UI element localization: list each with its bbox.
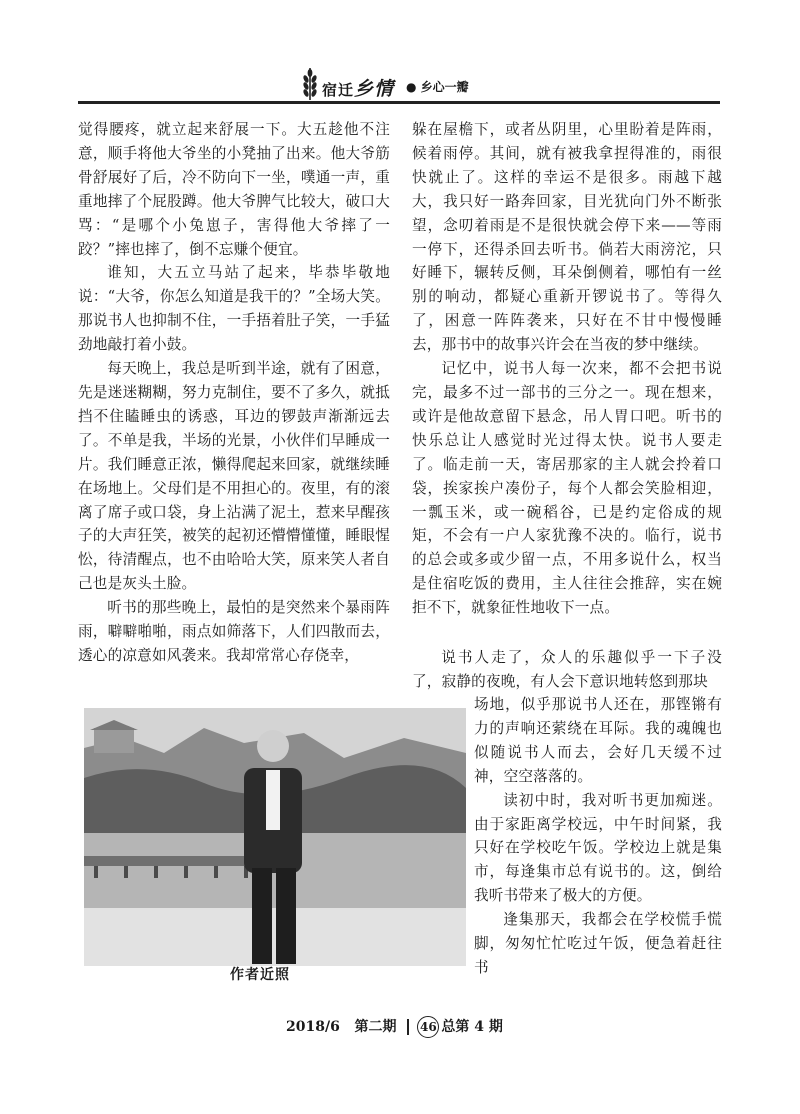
right-column-mid bbox=[412, 646, 722, 694]
footer-issue: 第二期 bbox=[354, 1019, 397, 1035]
author-photo-image bbox=[84, 708, 466, 966]
section-name: ● 乡心一瓣 bbox=[406, 80, 469, 94]
paragraph: 读初中时，我对听书更加痴迷。由于家距离学校远，中午时间紧，我只好在学校吃午饭。学校边上就是集市，每逢集市总有说书的。这，倒给我听书带来了极大的方便。 bbox=[474, 791, 722, 905]
page-number: 46 bbox=[417, 1016, 439, 1038]
page-header bbox=[300, 66, 500, 102]
paragraph: 谁知，大五立马站了起来，毕恭毕敬地说：“大爷，你怎么知道是我干的？”全场大笑。那说书人也抑制不住，一手捂着肚子笑，一手猛劲地敲打着小鼓。 bbox=[78, 264, 390, 354]
footer-date: 2018/6 bbox=[286, 1019, 340, 1035]
magazine-brand bbox=[322, 74, 394, 101]
brand-title: 乡情 bbox=[354, 78, 395, 100]
footer-divider bbox=[407, 1019, 409, 1035]
paragraph: 躲在屋檐下，或者丛阴里，心里盼着是阵雨，候着雨停。其间，就有被我拿捏得准的，雨很快就止了。这样的幸运不是很多。雨越下越大，我只好一路奔回家，目光犹向门外不断张望，念叨着雨是不是很快就会停下来——等雨一停下，还得杀回去听书。倘若大雨滂沱，只好睡下，辗转反侧，耳朵倒侧着，哪怕有一丝别的响动，都疑心重新开锣说书了。等得久了，困意一阵阵袭来，只好在不甘中慢慢睡去，那书中的故事兴许会在当夜的梦中继续。 bbox=[412, 121, 722, 354]
paragraph: 说书人走了，众人的乐趣似乎一下子没了，寂静的夜晚，有人会下意识地转悠到那块 bbox=[412, 649, 722, 690]
paragraph: 觉得腰疼，就立起来舒展一下。大五趁他不注意，顺手将他大爷坐的小凳抽了出来。他大爷筋骨舒展好了后，冷不防向下一坐，噗通一声，重重地摔了个屁股蹲。他大爷脾气比较大，破口大骂：“是哪个小兔崽子，害得他大爷摔了一跤？”摔也摔了，倒不忘赚个便宜。 bbox=[78, 121, 390, 258]
paragraph: 记忆中，说书人每一次来，都不会把书说完，最多不过一部书的三分之一。现在想来，或许是他故意留下悬念，吊人胃口吧。听书的快乐总让人感觉时光过得太快。说书人要走了。临走前一天，寄居那家的主人就会拎着口袋，挨家挨户凑份子，每个人都会笑脸相迎，一瓢玉米，或一碗稻谷，已是约定俗成的规矩，不会有一户人家犹豫不决的。临行，说书的总会或多或少留一点，不用多说什么，权当是住宿吃饭的费用，主人往往会推辞，实在婉拒不下，就象征性地收下一点。 bbox=[412, 360, 722, 617]
paragraph: 每天晚上，我总是听到半途，就有了困意，先是迷迷糊糊，努力克制住，要不了多久，就抵挡不住瞌睡虫的诱惑，耳边的锣鼓声渐渐远去了。不单是我，半场的光景，小伙伴们早睡成一片。我们睡意正浓，懒得爬起来回家，就继续睡在场地上。父母们是不用担心的。夜里，有的滚离了席子或口袋，身上沾满了泥土，惹来早醒孩子的大声狂笑，被笑的起初还懵懵懂懂，睡眼惺忪，待清醒点，也不由哈哈大笑，原来笑人者自己也是灰头土脸。 bbox=[78, 360, 390, 593]
wheat-logo-icon bbox=[300, 66, 320, 102]
paragraph: 场地，似乎那说书人还在，那铿锵有力的声响还萦绕在耳际。我的魂魄也似随说书人而去，会好几天缓不过神，空空落落的。 bbox=[474, 696, 722, 785]
footer-total: 总第 4 期 bbox=[441, 1019, 503, 1035]
right-column-bottom bbox=[474, 693, 722, 980]
left-column bbox=[78, 118, 390, 668]
page-footer bbox=[286, 1016, 526, 1038]
photo-caption: 作者近照 bbox=[230, 967, 290, 983]
paragraph: 听书的那些晚上，最怕的是突然来个暴雨阵雨，噼噼啪啪，雨点如筛落下，人们四散而去，透心的凉意如风袭来。我却常常心存侥幸， bbox=[78, 599, 390, 664]
brand-prefix: 宿迁 bbox=[322, 81, 355, 99]
header-divider bbox=[78, 101, 720, 104]
author-photo bbox=[84, 708, 466, 966]
right-column-top bbox=[412, 118, 722, 620]
paragraph: 逢集那天，我都会在学校慌手慌脚，匆匆忙忙吃过午饭，便急着赶往书 bbox=[474, 911, 722, 976]
